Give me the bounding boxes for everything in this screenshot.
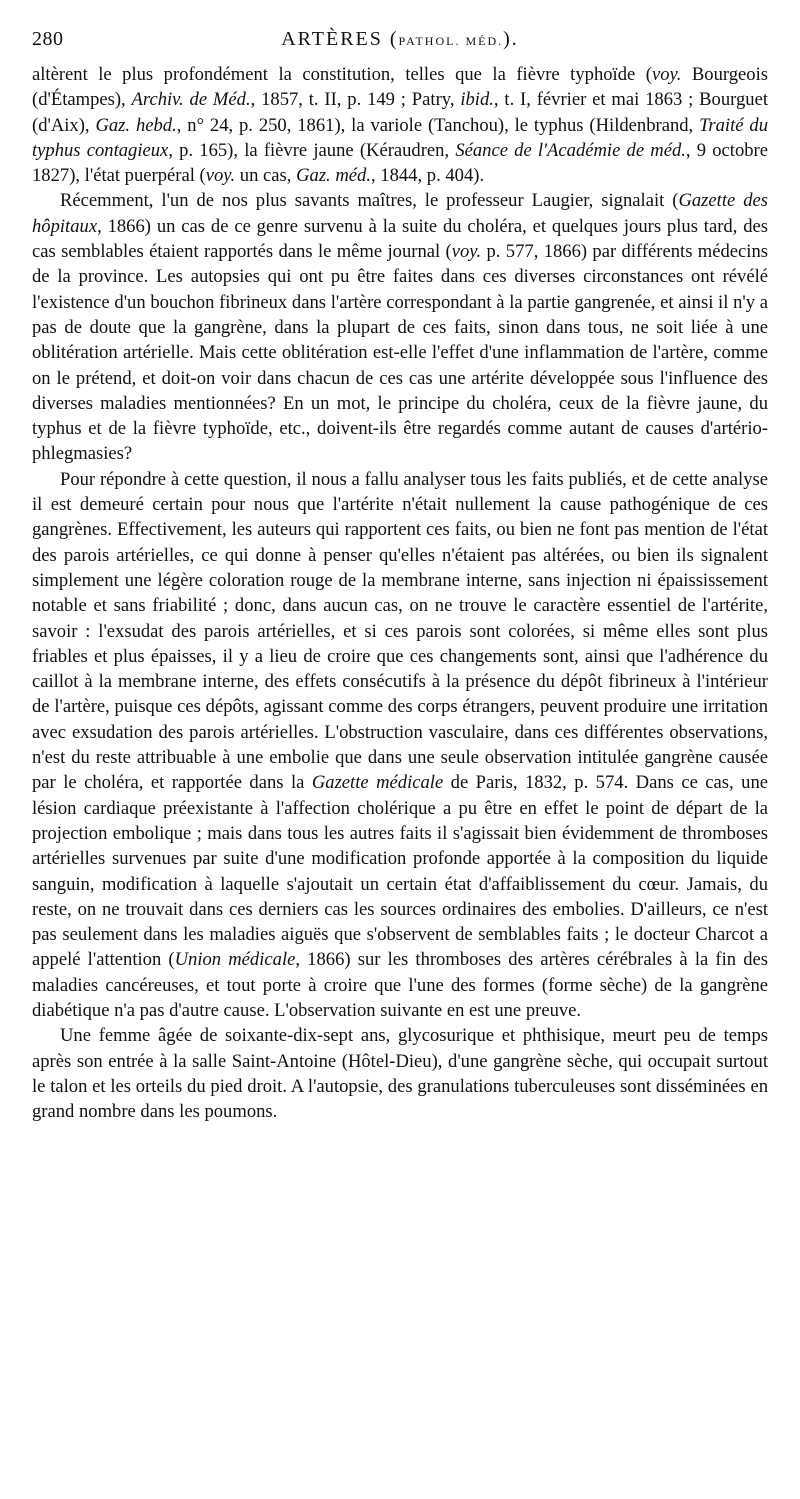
document-page [32, 28, 768, 1124]
italic-citation: ibid. [460, 89, 494, 111]
italic-citation: Union médicale [174, 949, 296, 971]
italic-citation: Traité du typhus contagieux [32, 114, 768, 161]
text-run: , 9 octobre 1827), l'état puerpéral ( [32, 139, 768, 187]
text-run: , p. 165), la fièvre jaune (Kéraudren, [168, 139, 456, 161]
text-run: , t. I, février et mai 1863 ; Bourguet (d'Aix), [32, 89, 768, 136]
italic-citation: Gazette médicale [311, 772, 444, 794]
text-run: altèrent le plus profondément la constitution, telles que la fièvre typhoïde ( [32, 64, 652, 85]
italic-citation: voy. [651, 64, 682, 85]
running-title-small-caps: PATHOL. MÉD. [398, 34, 504, 48]
running-title [92, 28, 708, 51]
text-run: Récemment, l'un de nos plus savants maîtres, le professeur Laugier, signalait ( [60, 190, 679, 212]
italic-citation: Séance de l'Académie de méd. [455, 139, 686, 161]
italic-citation: Archiv. de Méd. [131, 89, 251, 111]
italic-citation: voy. [451, 241, 482, 263]
text-run: , 1857, t. II, p. 149 ; Patry, [250, 89, 461, 111]
italic-citation: Gazette des hôpitaux [32, 190, 768, 237]
paragraph [32, 1023, 768, 1124]
italic-citation: Gaz. méd. [296, 165, 371, 187]
text-run: Bourgeois (d'Étampes), [32, 64, 768, 111]
text-run: Pour répondre à cette question, il nous a fallu analyser tous les faits publiés, et de cette analyse il est demeuré certain pour nous que l'artérite n'était nullement la cause pathogénique de ces gangrènes. Effectivement, les auteurs qui rapportent ces faits, ou bien ne font pas mention de l'état des parois artérielles, ce qui donne à penser qu'elles n'étaient pas altérées, ou bien ils signalent simplement une légère coloration rouge de la membrane interne, sans injection ni épaississement notable et sans friabilité ; donc, dans aucun cas, on ne trouve le caractère essentiel de l'artérite, savoir : l'exsudat des parois artérielles, et si ces parois sont colorées, si même elles sont plus friables et plus épaisses, il y a lieu de croire que ces changements sont, ainsi que l'adhérence du caillot à la membrane interne, des effets consécutifs à la présence du dépôt fibrineux à l'intérieur de l'artère, puisque ces dépôts, agissant comme des corps étrangers, peuvent produire une irritation avec exsudation des parois artérielles. L'obstruction vasculaire, dans ces différentes observations, n'est du reste attribuable à une embolie que dans une seule observation intitulée gangrène causée par le choléra, et rapportée dans la [32, 468, 768, 794]
running-header [32, 28, 768, 62]
text-run: de Paris, 1832, p. 574. Dans ce cas, une lésion cardiaque préexistante à l'affection cholérique a pu être en effet le point de départ de la projection embolique ; mais dans tous les autres faits il s'agissait bien évidemment de thromboses artérielles survenues par suite d'une modification profonde apportée à la composition du liquide sanguin, modification à laquelle s'ajoutait un certain état d'affaiblissement du cœur. Jamais, du reste, on ne trouvait dans ces derniers cas les sources ordinaires des embolies. D'ailleurs, ce n'est pas seulement dans les maladies aiguës que s'observent de semblables faits ; le docteur Charcot a appelé l'attention ( [32, 772, 768, 971]
text-run: , 1844, p. 404). [370, 165, 485, 187]
text-run: , 1866) un cas de ce genre survenu à la suite du choléra, et quelques jours plus tard, des cas semblables étaient rapportés dans le même journal ( [32, 215, 768, 263]
body-text [32, 62, 768, 1124]
text-run: un cas, [235, 165, 297, 187]
paragraph [32, 188, 768, 466]
text-run: , n° 24, p. 250, 1861), la variole (Tanchou), le typhus (Hildenbrand, [176, 114, 700, 136]
text-run: Une femme âgée de soixante-dix-sept ans, glycosurique et phthisique, meurt peu de temps après son entrée à la salle Saint-Antoine (Hôtel-Dieu), d'une gangrène sèche, qui occupait surtout le talon et les orteils du pied droit. A l'autopsie, des granulations tuberculeuses sont disséminées en grand nombre dans les poumons. [32, 1025, 768, 1123]
running-title-main: ARTÈRES ( [281, 28, 399, 50]
italic-citation: voy. [205, 165, 236, 187]
text-run: , 1866) sur les thromboses des artères cérébrales à la fin des maladies cancéreuses, et tout porte à croire que l'une des formes (forme sèche) de la gangrène diabétique n'a pas d'autre cause. L'observation suivante en est une preuve. [32, 949, 769, 1021]
italic-citation: Gaz. hebd. [95, 114, 177, 136]
running-title-end: ). [503, 28, 519, 50]
text-run: p. 577, 1866) par différents médecins de la province. Les autopsies qui ont pu être faites dans ces diverses circonstances ont révélé l'existence d'un bouchon fibrineux dans l'artère correspondant à la partie gangrenée, et ainsi il n'y a pas de doute que la gangrène, dans la plupart de ces faits, sinon dans tous, ne soit liée à une oblitération artérielle. Mais cette oblitération est-elle l'effet d'une inflammation de l'artère, comme on le prétend, et doit-on voir dans chacun de ces cas une artérite développée sous l'influence des diverses maladies mentionnées? En un mot, le principe du choléra, ceux de la fièvre jaune, du typhus et de la fièvre typhoïde, etc., doivent-ils être regardés comme autant de causes d'artério-phlegmasies? [32, 241, 769, 465]
page-number: 280 [32, 28, 64, 50]
paragraph [32, 62, 768, 188]
paragraph [32, 467, 768, 1024]
